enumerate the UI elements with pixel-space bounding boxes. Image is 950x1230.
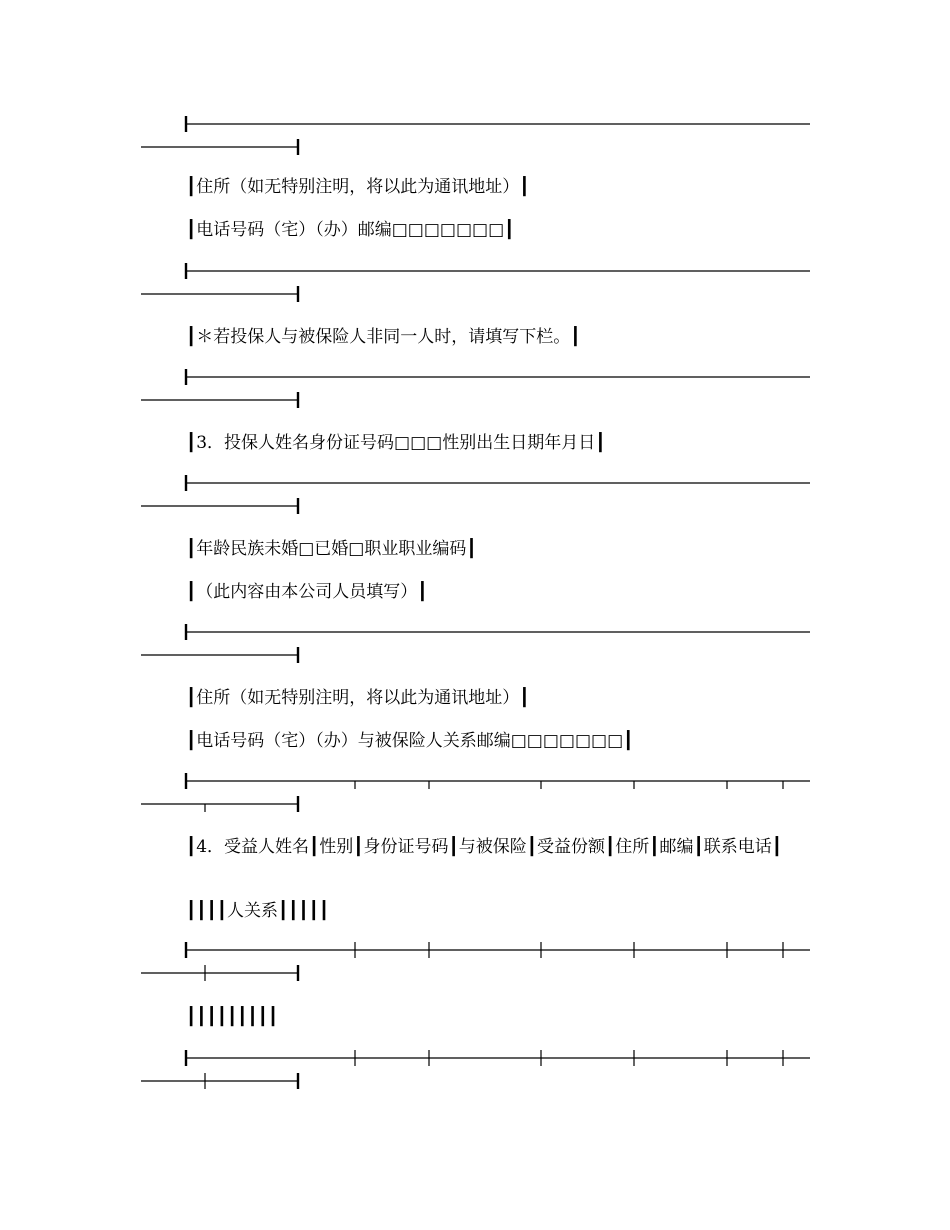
rule-8	[141, 1050, 810, 1089]
beneficiary-header-line: ┃4．受益人姓名┃性别┃身份证号码┃与被保险┃受益份额┃住所┃邮编┃联系电话┃	[186, 837, 782, 857]
insured-address-line: ┃住所（如无特别注明，将以此为通讯地址）┃	[186, 177, 530, 197]
rule-4	[141, 475, 810, 514]
rule-2	[141, 263, 810, 302]
rule-7	[141, 942, 810, 981]
insured-phone-line: ┃电话号码（宅）（办）邮编□□□□□□□┃	[186, 220, 515, 240]
rule-5	[141, 624, 810, 663]
policyholder-name-line: ┃3．投保人姓名身份证号码□□□性别出生日期年月日┃	[186, 433, 606, 453]
rule-3	[141, 369, 810, 408]
policyholder-address-line: ┃住所（如无特别注明，将以此为通讯地址）┃	[186, 688, 530, 708]
policyholder-age-line: ┃年龄民族未婚□已婚□职业职业编码┃	[186, 539, 477, 559]
beneficiary-header-line-2: ┃┃┃┃人关系┃┃┃┃┃	[186, 901, 330, 921]
rule-1	[141, 116, 810, 155]
rule-6	[141, 773, 810, 812]
policyholder-phone-line: ┃电话号码（宅）（办）与被保险人关系邮编□□□□□□□┃	[186, 731, 634, 751]
different-person-note: ┃＊若投保人与被保险人非同一人时，请填写下栏。┃	[186, 327, 581, 347]
beneficiary-empty-row: ┃┃┃┃┃┃┃┃┃	[186, 1007, 279, 1027]
staff-fill-note: ┃（此内容由本公司人员填写）┃	[186, 582, 428, 602]
